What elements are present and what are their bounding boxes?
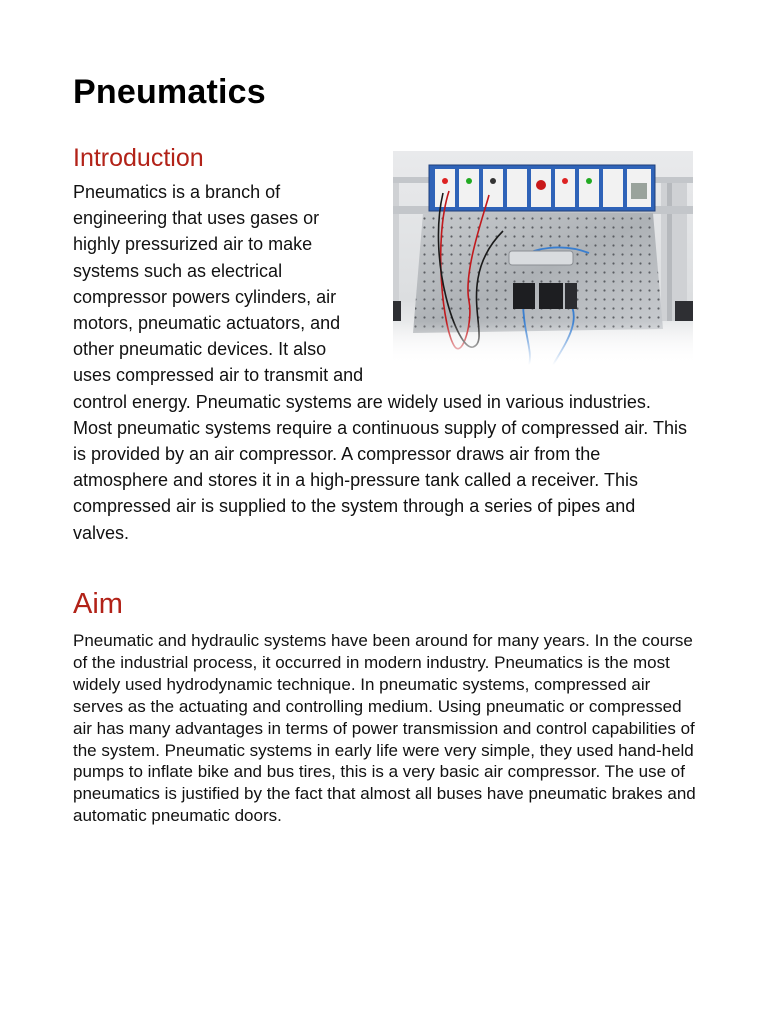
aim-heading: Aim: [73, 588, 123, 620]
introduction-section: [73, 179, 693, 546]
pneumatic-trainer-illustration: [393, 151, 693, 365]
introduction-body: Pneumatics is a branch of engineering that uses gases or highly pressurized air to make systems such as electrical compressor powers cylinders, air motors, pneumatic actuators, and other pneumatic devices. It also uses compressed air to transmit and control energy. Pneumatic systems are widely used in various industries. Most pneumatic systems require a continuous supply of compressed air. This is provided by an air compressor. A compressor draws air from the atmosphere and stores it in a high-pressure tank called a receiver. This compressed air is supplied to the system through a series of pipes and valves.: [73, 182, 687, 543]
aim-body: Pneumatic and hydraulic systems have been around for many years. In the course of the industrial process, it occurred in modern industry. Pneumatics is the most widely used hydrodynamic technique. In pneumatic systems, compressed air serves as the actuating and controlling medium. Using pneumatic or compressed air has many advantages in terms of power transmission and control capabilities of the system. Pneumatic systems in early life were very simple, they used hand-held pumps to inflate bike and bus tires, this is a very basic air compressor. The use of pneumatics is justified by the fact that almost all buses have pneumatic brakes and automatic pneumatic doors.: [73, 631, 696, 826]
page-title: Pneumatics: [73, 73, 266, 111]
pneumatic-trainer-photo: [379, 151, 693, 365]
introduction-heading: Introduction: [73, 144, 204, 172]
